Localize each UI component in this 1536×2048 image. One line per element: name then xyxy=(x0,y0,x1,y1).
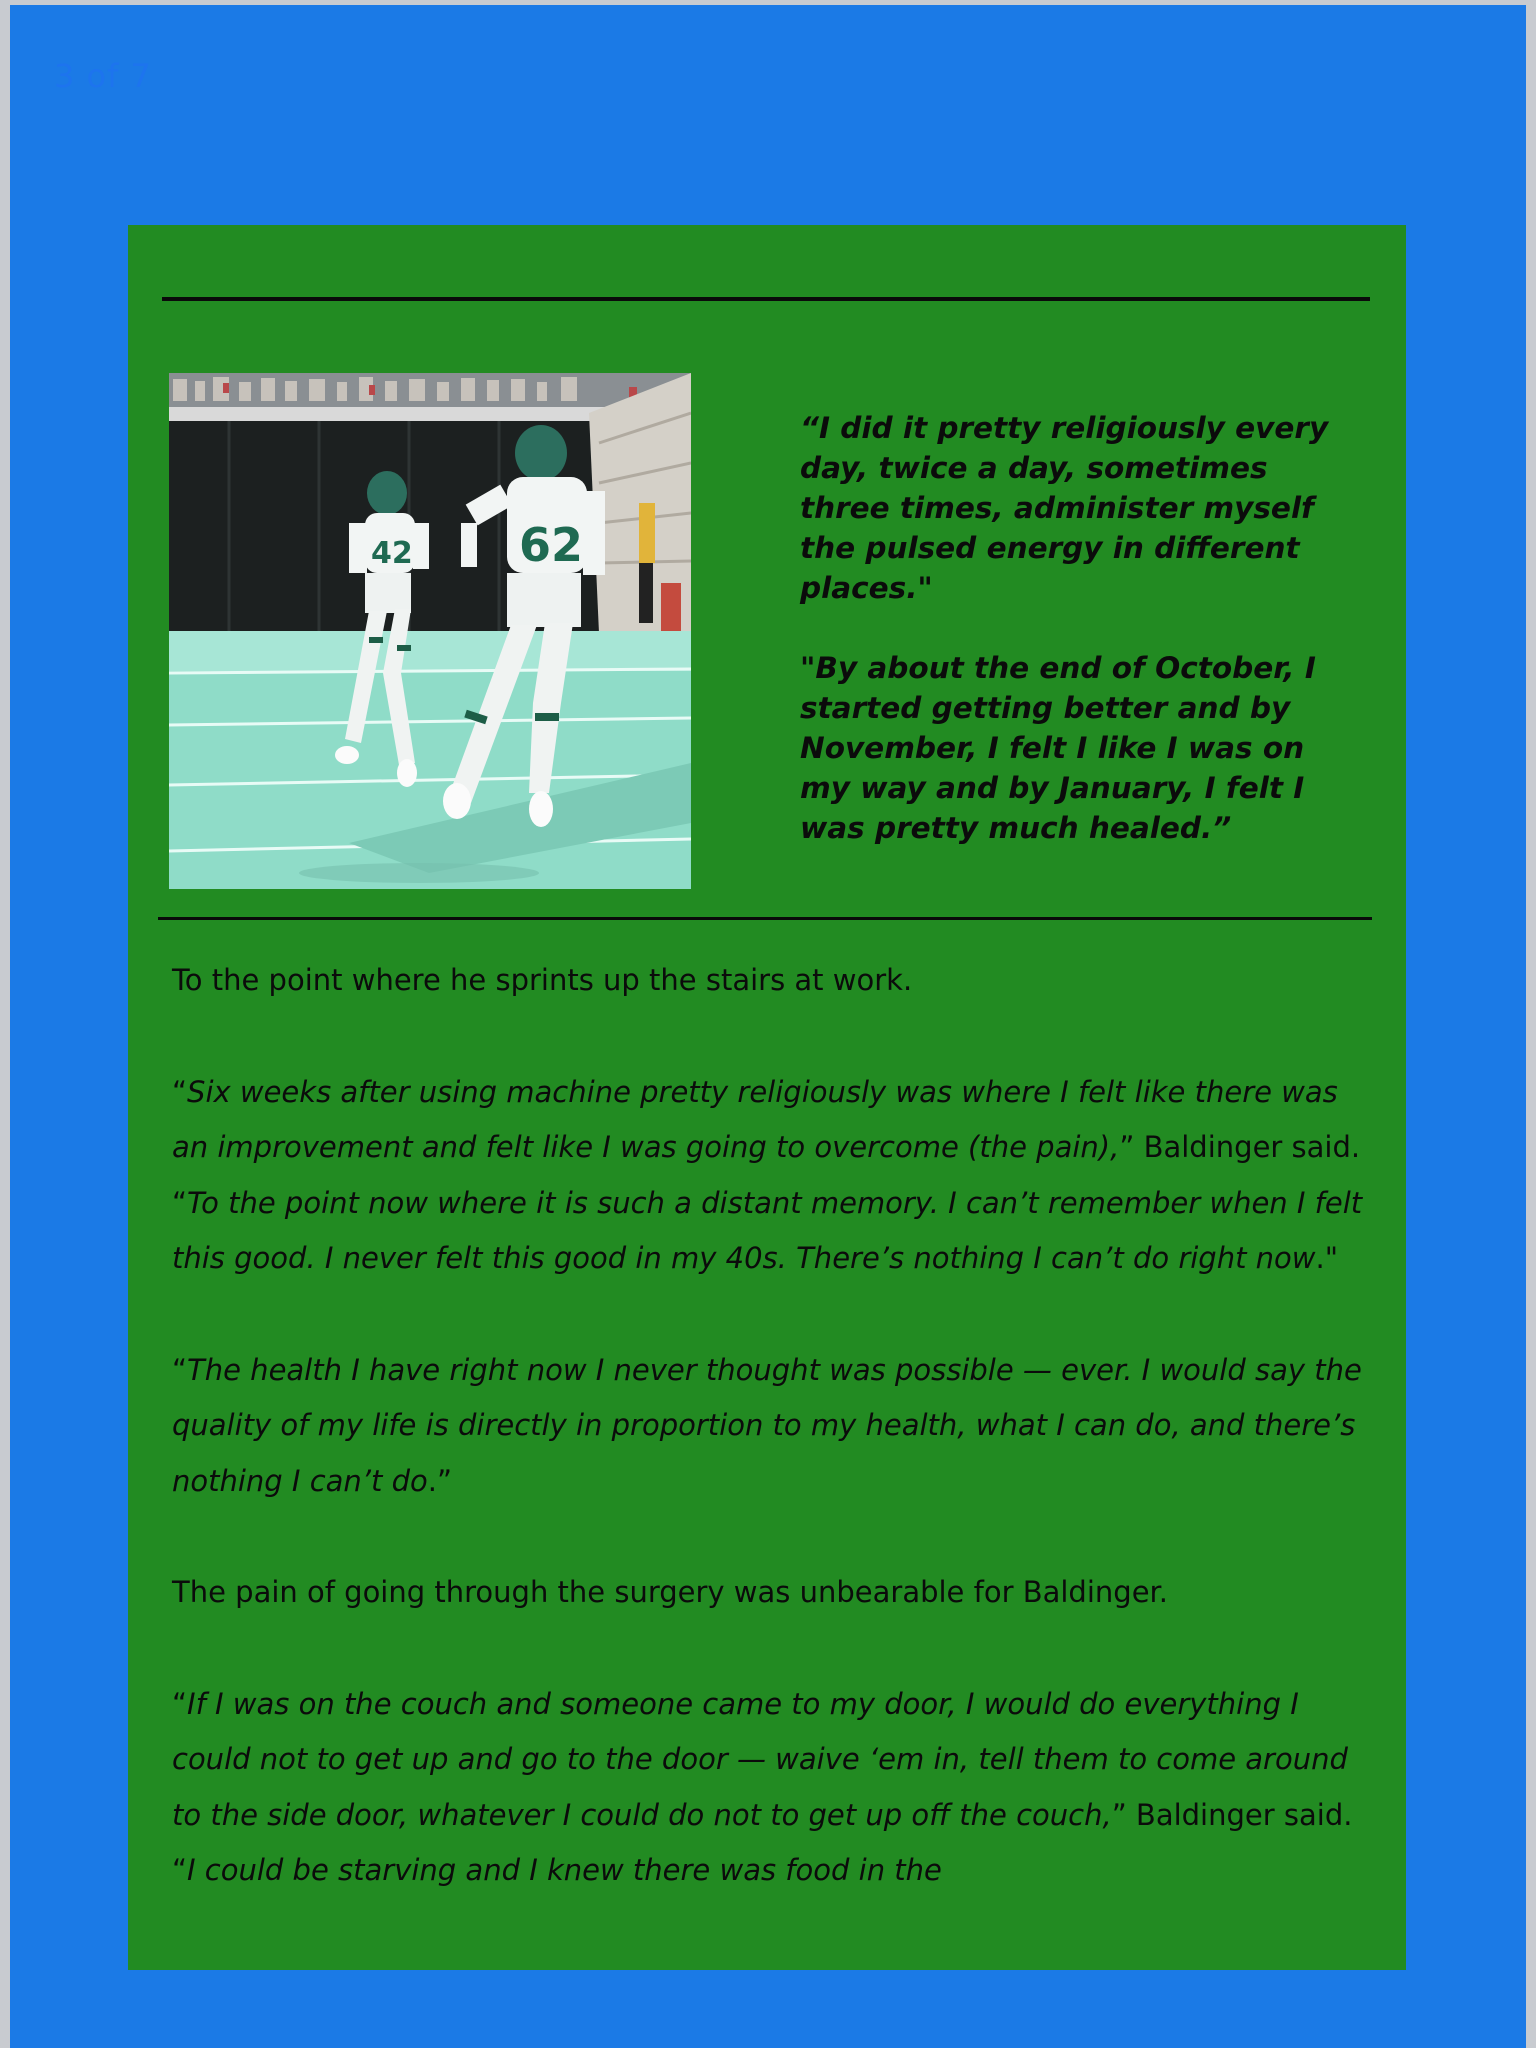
quote-mark: ." xyxy=(1315,1241,1339,1275)
paragraph-3 xyxy=(172,1343,1382,1510)
quote-text: To the point now where it is such a distant memory. I can’t remember when I felt this good. I never felt this good in my 40s. There’s nothing I can’t do right now xyxy=(172,1185,1363,1275)
quote-text: If I was on the couch and someone came to my door, I would do everything I could not to get up and go to the door — waive ‘em in, tell them to come around to the side door, whatever I could do not to get up off the couch, xyxy=(172,1686,1348,1832)
pull-quote-2: "By about the end of October, I started getting better and by November, I felt I like I was on my way and by January, I felt I was pretty much healed.” xyxy=(800,651,1316,845)
article-body xyxy=(172,953,1382,1955)
pull-quote-1: “I did it pretty religiously every day, twice a day, sometimes three times, administer myself the pulsed energy in different places." xyxy=(800,411,1329,605)
football-players-photo xyxy=(169,373,691,889)
jersey-number-front: 62 xyxy=(519,518,584,572)
page-counter: 3 of 7 xyxy=(54,57,152,95)
article-panel xyxy=(128,225,1406,1970)
attribution: ” Baldinger said. “ xyxy=(172,1130,1361,1220)
attribution: ” Baldinger said. “ xyxy=(172,1797,1353,1887)
quote-mark: “ xyxy=(172,1686,188,1721)
quote-mark: “ xyxy=(172,1074,188,1109)
paragraph-4: The pain of going through the surgery was unbearable for Baldinger. xyxy=(172,1575,1169,1609)
quote-mark: “ xyxy=(172,1352,188,1387)
jersey-number-back: 42 xyxy=(371,536,413,571)
paragraph-5 xyxy=(172,1677,1382,1899)
pull-quote xyxy=(800,408,1360,848)
divider-middle xyxy=(158,917,1372,920)
quote-text: Six weeks after using machine pretty religiously was where I felt like there was an improvement and felt like I was going to overcome (the pain), xyxy=(172,1074,1338,1164)
quote-text: The health I have right now I never thought was possible — ever. I would say the quality of my life is directly in proportion to my health, what I can do, and there’s nothing I can’t do xyxy=(172,1352,1362,1498)
page xyxy=(10,5,1526,2048)
paragraph-1: To the point where he sprints up the stairs at work. xyxy=(172,963,913,997)
quote-mark: .” xyxy=(427,1463,453,1498)
divider-top xyxy=(162,297,1370,301)
quote-text: I could be starving and I knew there was food in the xyxy=(187,1853,942,1887)
paragraph-2 xyxy=(172,1065,1382,1287)
